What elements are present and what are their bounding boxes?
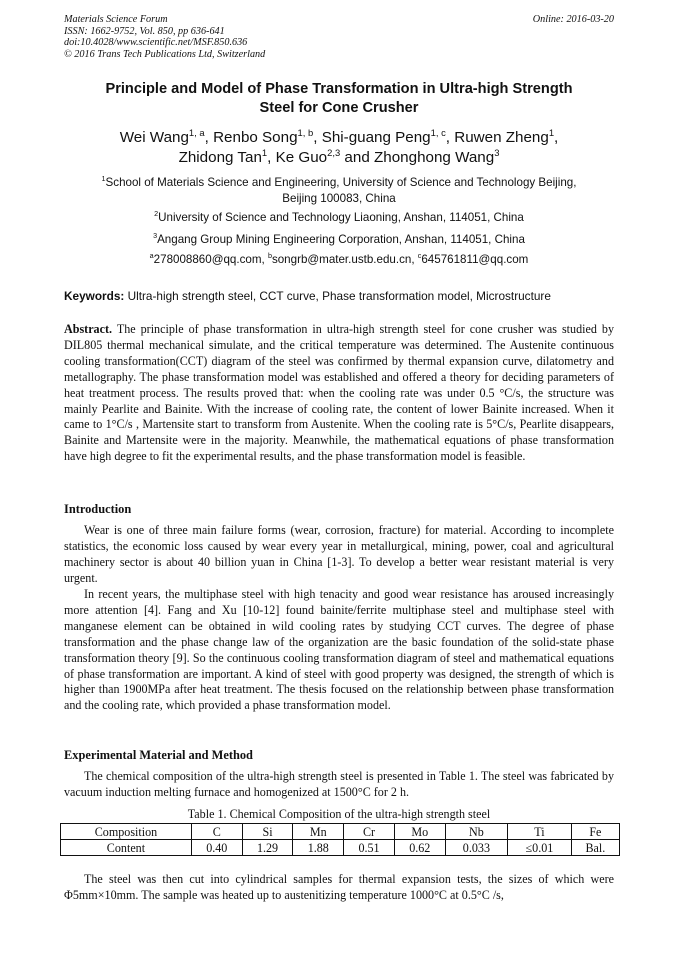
author-name: Shi-guang Peng xyxy=(321,129,431,146)
table-header-cell: Mo xyxy=(394,824,445,840)
table-header-cell: Cr xyxy=(344,824,395,840)
table-row xyxy=(61,840,620,856)
affiliation-text: University of Science and Technology Liaoning, Anshan, 114051, China xyxy=(158,211,524,224)
table-header-cell: Mn xyxy=(293,824,344,840)
author-name: Ke Guo xyxy=(275,149,328,166)
author-sup: 1, a xyxy=(188,126,205,138)
email-sup: b xyxy=(267,251,272,261)
experimental-paragraph-1: The chemical composition of the ultra-high strength steel is presented in Table 1. The steel was fabricated by vacuum induction melting furnace and homogenized at 1500°C for 2 h. xyxy=(64,769,614,799)
author-line-1: Wei Wang$^{1, a}$, Renbo Song$^{1, b}$, Shi-guang Peng$^{1, c}$, Ruwen Zheng$^1$, xyxy=(119,126,559,146)
intro-paragraph-1: Wear is one of three main failure forms (wear, corrosion, fracture) for material. According to incomplete statistics, the economic loss caused by wear every year in metallurgical, mining, power, coal and agricultural machinery sector is about 40 billion yuan in China [1-3]. To develop a better wear resistant material is very urgent. xyxy=(64,523,614,585)
table-header-row xyxy=(61,824,620,840)
abstract xyxy=(64,322,614,465)
email-sup: a xyxy=(149,251,154,261)
affiliation-3 xyxy=(64,232,614,248)
title-line-1: Principle and Model of Phase Transformation in Ultra-high Strength xyxy=(105,81,573,97)
email-sup: c xyxy=(417,251,422,261)
copyright: © 2016 Trans Tech Publications Ltd, Switzerland xyxy=(64,48,266,60)
doi[interactable]: doi:10.4028/www.scientific.net/MSF.850.636 xyxy=(64,37,248,49)
title-line-2: Steel for Cone Crusher xyxy=(259,100,419,116)
author-name: Ruwen Zheng xyxy=(454,129,549,146)
table-cell: 0.40 xyxy=(191,840,242,856)
affiliation-2 xyxy=(64,210,614,226)
table-header-cell: Nb xyxy=(445,824,507,840)
table-caption: Table 1. Chemical Composition of the ultra-high strength steel xyxy=(187,807,491,821)
author-name: Wei Wang xyxy=(119,129,189,146)
table-header-cell: Ti xyxy=(508,824,572,840)
table-header-cell: Composition xyxy=(61,824,192,840)
journal-name: Materials Science Forum xyxy=(64,14,168,25)
author-sup: 1, b xyxy=(297,126,314,138)
affiliation-sup: 2 xyxy=(154,209,159,219)
table-cell: 0.62 xyxy=(394,840,445,856)
email-link[interactable]: 645761811@qq.com xyxy=(421,253,529,266)
abstract-label: Abstract. xyxy=(64,322,113,336)
table-cell: 1.29 xyxy=(242,840,293,856)
online-date: Online: 2016-03-20 xyxy=(532,14,614,25)
affiliation-sup: 3 xyxy=(153,231,158,241)
email-link[interactable]: songrb@mater.ustb.edu.cn, xyxy=(271,253,418,266)
table-cell: ≤0.01 xyxy=(508,840,572,856)
author-sup: 1 xyxy=(548,126,555,138)
affiliation-text: School of Materials Science and Engineering, University of Science and Technology Beijing, xyxy=(105,176,577,189)
intro-paragraph-2: In recent years, the multiphase steel with high tenacity and good wear resistance has aroused increasingly more attention [4]. Fang and Xu [10-12] found bainite/ferrite multiphase steel and multiphase steel with manganese element can be obtained in wild cooling rates by studying CCT curves. The degree of phase transformation and the phase change law of the organization are the basic foundation of the solid-state phase transformation theory [9]. So the continuous cooling transformation diagram of steel and mathematical equations of phase transformation are important. A kind of steel with good property was designed, the strength of which is higher than 1900MPa after heat treatment. The thesis focused on the relationship between phase transformation and the cooling rate, which provided a phase transformation model. xyxy=(64,587,614,713)
table-header-cell: Si xyxy=(242,824,293,840)
abstract-text: The principle of phase transformation in ultra-high strength steel for cone crusher was studied by DIL805 thermal mechanical simulate, and the critical temperature was determined. The Austenite continuous cooling transformation(CCT) diagram of the steel was confirmed by thermal expansion curve, dilatometry and metallography. The phase transformation model was established and offered a theory for deciding parameters of heat treatment process. The results proved that: when the cooling rate was under 0.5 °C/s, the structure was mainly Pearlite and Bainite. With the increase of cooling rate, the content of lower Bainite increased. When it came to 1°C/s , Martensite start to transform from Austenite. When the cooling rate is 5°C/s, Pearlite disappears, Bainite and Martensite were in the majority. Meanwhile, the mathematical equations of phase transformation have high degree to fit the experimental results, and the phase transformation model is feasible. xyxy=(64,322,614,464)
affiliation-1 xyxy=(64,175,614,206)
affiliation-text: Angang Group Mining Engineering Corporation, Anshan, 114051, China xyxy=(157,233,525,246)
author-list xyxy=(60,128,618,168)
email-link[interactable]: 278008860@qq.com, xyxy=(153,253,268,266)
table-header-cell: C xyxy=(191,824,242,840)
table-cell: 0.033 xyxy=(445,840,507,856)
author-sup: 1, c xyxy=(430,126,446,138)
author-emails xyxy=(64,253,614,266)
table-header-cell: Fe xyxy=(571,824,619,840)
table-cell: 1.88 xyxy=(293,840,344,856)
affiliation-sup: 1 xyxy=(101,174,106,184)
affiliation-text-2: Beijing 100083, China xyxy=(282,191,396,205)
author-line-2: Zhidong Tan$^1$, Ke Guo$^{2,3}$ and Zhonghong Wang$^3$ xyxy=(178,146,500,166)
issn: ISSN: 1662-9752, Vol. 850, pp 636-641 xyxy=(64,25,225,37)
keywords xyxy=(64,289,624,303)
table-cell: 0.51 xyxy=(344,840,395,856)
author-sup: 1 xyxy=(261,146,268,158)
author-sup: 2,3 xyxy=(327,146,341,158)
author-and: and xyxy=(344,149,370,166)
keywords-text: Ultra-high strength steel, CCT curve, Phase transformation model, Microstructure xyxy=(124,289,551,303)
section-heading-experimental: Experimental Material and Method xyxy=(64,748,253,762)
table-cell: Bal. xyxy=(571,840,619,856)
composition-table xyxy=(60,823,620,856)
experimental-paragraph-2: The steel was then cut into cylindrical samples for thermal expansion tests, the sizes of which were Φ5mm×10mm. The sample was heated up to austenitizing temperature 1000°C at 0.5°C /s, xyxy=(64,872,614,902)
author-name: Renbo Song xyxy=(213,129,298,146)
table-cell: Content xyxy=(61,840,192,856)
author-name: Zhidong Tan xyxy=(178,149,262,166)
keywords-label: Keywords: xyxy=(64,289,125,303)
section-heading-introduction: Introduction xyxy=(64,502,132,516)
author-sup: 3 xyxy=(494,146,500,158)
author-name: Zhonghong Wang xyxy=(374,149,495,166)
paper-title xyxy=(60,80,618,118)
journal-header xyxy=(64,14,265,60)
